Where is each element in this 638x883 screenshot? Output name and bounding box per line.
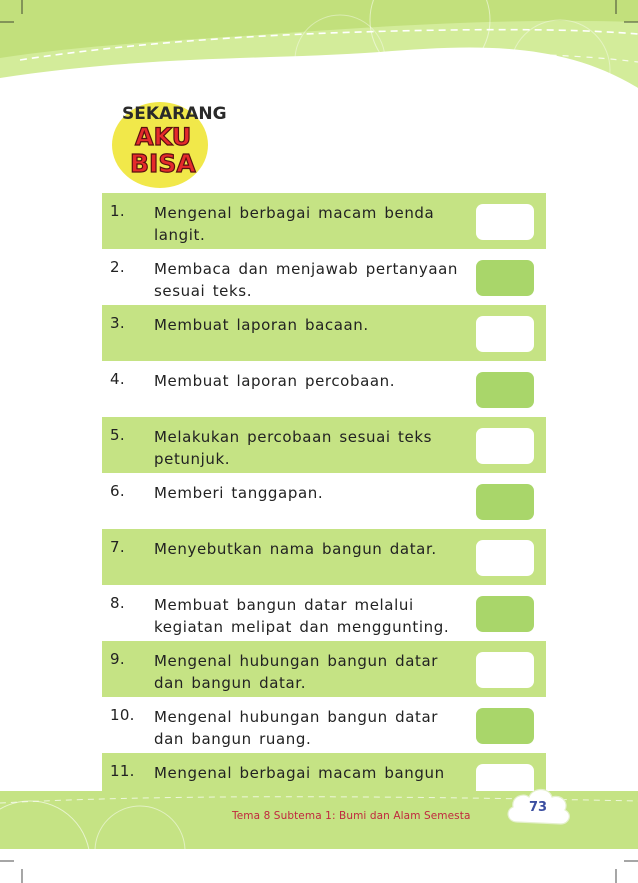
- list-item: [102, 417, 546, 473]
- logo-line2: AKU: [135, 123, 192, 151]
- list-item: [102, 529, 546, 585]
- item-number: 6.: [110, 482, 125, 500]
- item-number: 2.: [110, 258, 125, 276]
- list-item: [102, 361, 546, 417]
- item-text: Membuat bangun datar melalui kegiatan melipat dan menggunting.: [154, 596, 450, 636]
- list-item: [102, 249, 546, 305]
- header-band: [0, 0, 638, 140]
- item-text: Mengenal berbagai macam bangun: [154, 764, 445, 782]
- item-text: Memberi tanggapan.: [154, 484, 324, 502]
- footer-text: Tema 8 Subtema 1: Bumi dan Alam Semesta: [232, 810, 471, 822]
- list-item: [102, 305, 546, 361]
- item-number: 1.: [110, 202, 125, 220]
- logo-line1: SEKARANG: [122, 104, 227, 124]
- item-number: 8.: [110, 594, 125, 612]
- item-text: Melakukan percobaan sesuai teks petunjuk.: [154, 428, 433, 468]
- header-decoration: [0, 0, 638, 140]
- item-number: 11.: [110, 762, 135, 780]
- item-number: 4.: [110, 370, 125, 388]
- check-box[interactable]: [476, 708, 534, 744]
- check-box[interactable]: [476, 260, 534, 296]
- check-box[interactable]: [476, 596, 534, 632]
- item-number: 9.: [110, 650, 125, 668]
- check-box[interactable]: [476, 484, 534, 520]
- item-text: Mengenal hubungan bangun datar dan bangun ruang.: [154, 708, 439, 748]
- check-box[interactable]: [476, 204, 534, 240]
- item-number: 3.: [110, 314, 125, 332]
- logo-line3: BISA: [130, 149, 196, 178]
- item-text: Menyebutkan nama bangun datar.: [154, 540, 437, 558]
- sekarang-aku-bisa-logo: [108, 98, 230, 190]
- list-item: [102, 641, 546, 697]
- item-text: Membaca dan menjawab pertanyaan sesuai teks.: [154, 260, 459, 300]
- item-number: 5.: [110, 426, 125, 444]
- item-text: Mengenal berbagai macam benda langit.: [154, 204, 435, 244]
- item-number: 10.: [110, 706, 135, 724]
- check-box[interactable]: [476, 540, 534, 576]
- list-item: [102, 697, 546, 753]
- list-item: [102, 585, 546, 641]
- item-text: Mengenal hubungan bangun datar dan bangun datar.: [154, 652, 439, 692]
- check-box[interactable]: [476, 652, 534, 688]
- check-box[interactable]: [476, 372, 534, 408]
- checklist: [102, 193, 546, 809]
- check-box[interactable]: [476, 428, 534, 464]
- item-text: Membuat laporan bacaan.: [154, 316, 369, 334]
- check-box[interactable]: [476, 316, 534, 352]
- page-number: 73: [528, 800, 548, 815]
- list-item: [102, 473, 546, 529]
- item-number: 7.: [110, 538, 125, 556]
- item-text: Membuat laporan percobaan.: [154, 372, 396, 390]
- list-item: [102, 193, 546, 249]
